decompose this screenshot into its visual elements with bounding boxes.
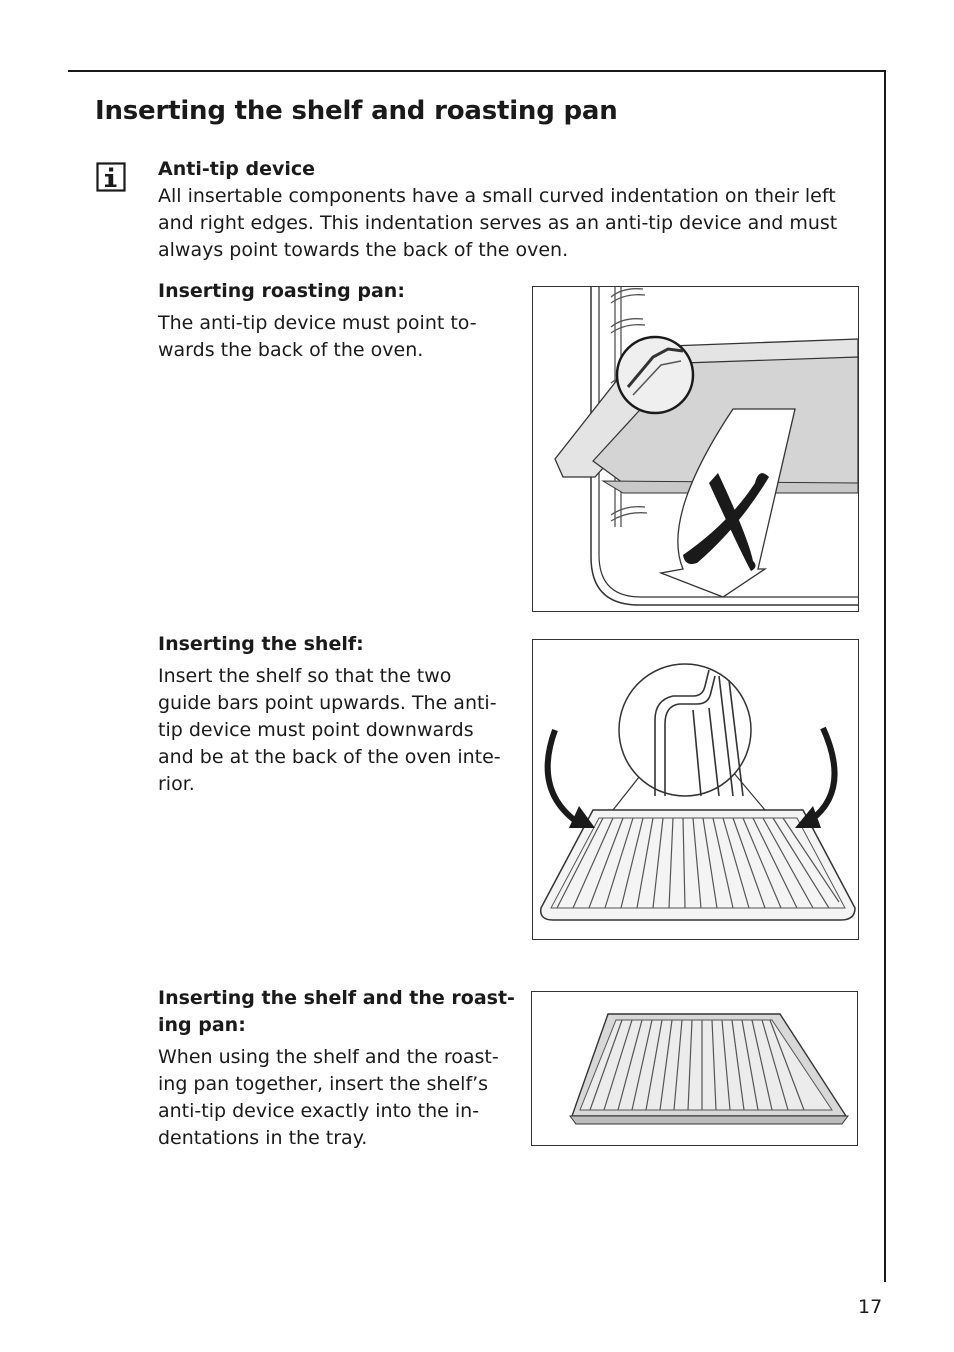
section-body-line: wards the back of the oven. [158, 339, 424, 361]
section-body-line: and be at the back of the oven inte- [158, 746, 501, 768]
section-shelf [158, 631, 518, 798]
top-rule [68, 70, 886, 72]
section-heading: Inserting the shelf: [158, 633, 364, 655]
section-roasting-pan [158, 278, 508, 364]
roasting-pan-illustration [532, 286, 859, 612]
anti-tip-info [158, 156, 863, 264]
section-shelf-and-pan [158, 985, 518, 1152]
page-number: 17 [858, 1296, 883, 1318]
anti-tip-line: and right edges. This indentation serves as an anti-tip device and must [158, 212, 838, 234]
shelf-and-pan-illustration [531, 991, 858, 1146]
info-icon [96, 162, 126, 192]
section-heading: Inserting roasting pan: [158, 280, 405, 302]
section-body-line: dentations in the tray. [158, 1127, 368, 1149]
section-body-line: ing pan together, insert the shelf’s [158, 1073, 489, 1095]
section-body-line: The anti-tip device must point to- [158, 312, 477, 334]
section-body-line: tip device must point downwards [158, 719, 474, 741]
section-body-line: When using the shelf and the roast- [158, 1046, 499, 1068]
anti-tip-line: always point towards the back of the oven. [158, 239, 569, 261]
section-heading: Inserting the shelf and the roast- [158, 987, 515, 1009]
page-title: Inserting the shelf and roasting pan [95, 96, 618, 126]
right-rule [884, 70, 886, 1282]
section-body-line: guide bars point upwards. The anti- [158, 692, 497, 714]
section-body-line: anti-tip device exactly into the in- [158, 1100, 480, 1122]
shelf-illustration [532, 639, 859, 940]
anti-tip-heading: Anti-tip device [158, 158, 316, 180]
section-body-line: rior. [158, 773, 195, 795]
anti-tip-line: All insertable components have a small curved indentation on their left [158, 185, 836, 207]
section-heading: ing pan: [158, 1014, 246, 1036]
section-body-line: Insert the shelf so that the two [158, 665, 452, 687]
